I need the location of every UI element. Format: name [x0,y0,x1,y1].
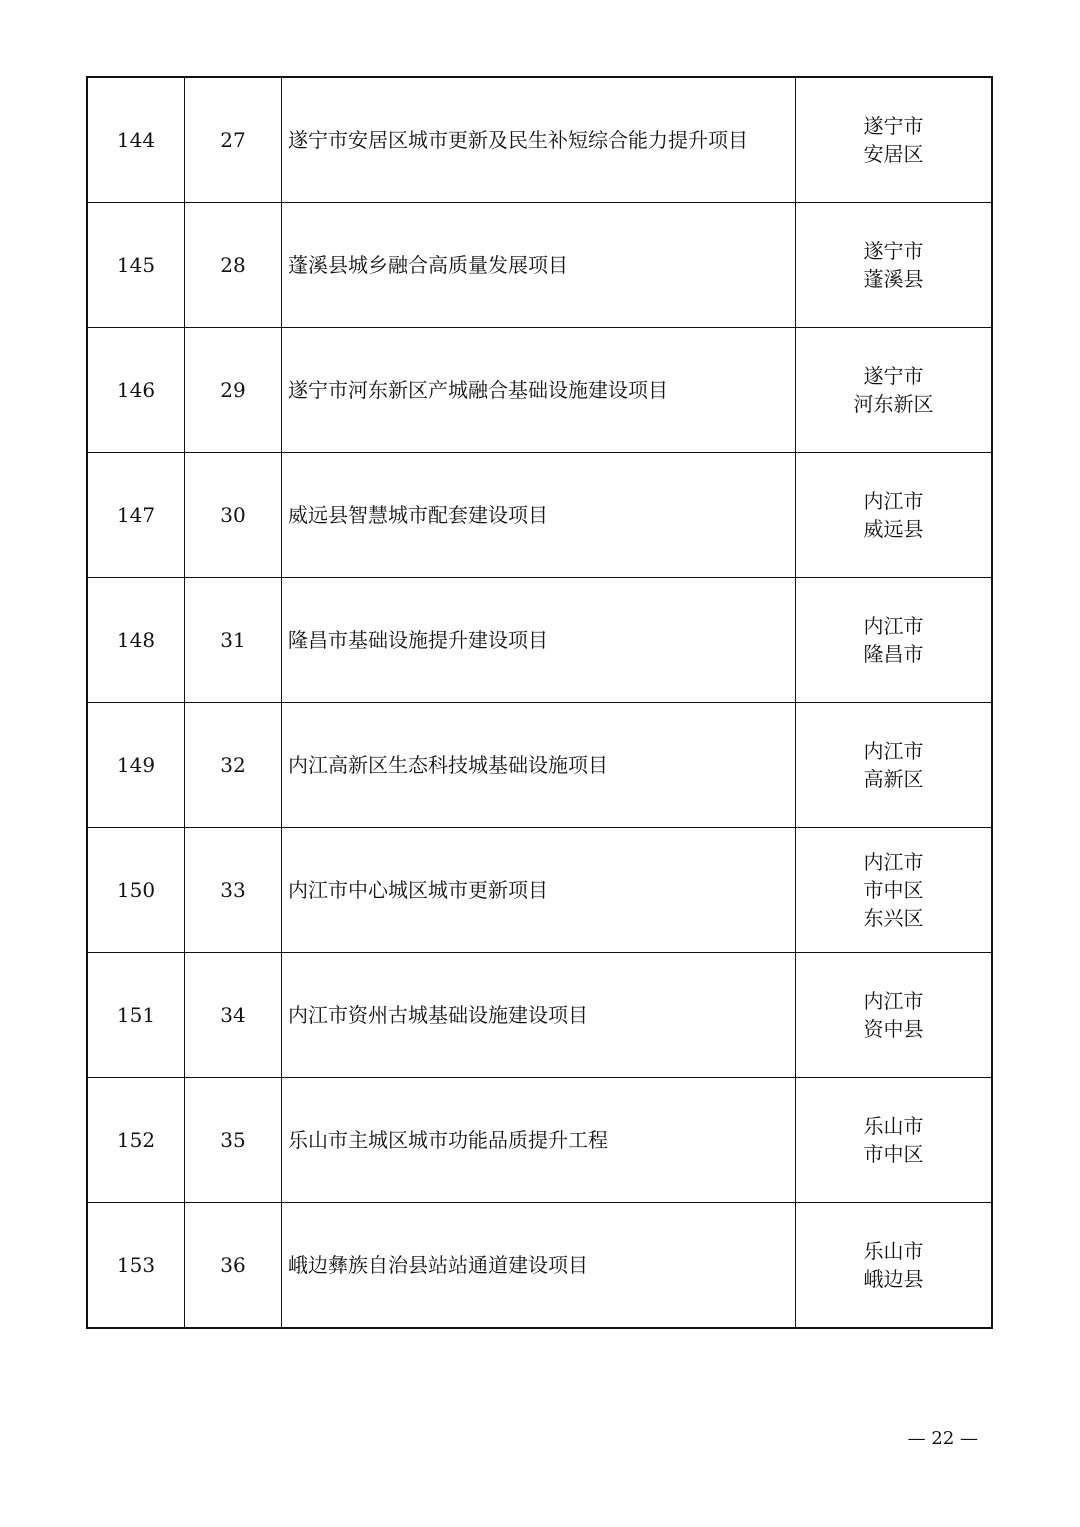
region-line: 市中区 [863,1142,924,1166]
project-name-cell: 内江高新区生态科技城基础设施项目 [282,703,796,828]
table-row [87,828,992,953]
table-row [87,578,992,703]
region-line: 内江市 [863,489,924,513]
region-line: 蓬溪县 [863,267,924,291]
table-row [87,953,992,1078]
project-table [86,76,993,1329]
region-line: 东兴区 [863,906,924,930]
sequence-number-cell: 35 [185,1078,282,1203]
region-line: 市中区 [863,878,924,902]
table-row [87,328,992,453]
table-row [87,1078,992,1203]
region-line: 安居区 [863,142,924,166]
region-line: 隆昌市 [863,642,924,666]
page-number: — 22 — [907,1428,978,1449]
project-name-cell: 蓬溪县城乡融合高质量发展项目 [282,203,796,328]
sequence-number-cell: 31 [185,578,282,703]
region-line: 内江市 [863,739,924,763]
project-name-cell: 隆昌市基础设施提升建设项目 [282,578,796,703]
region-line: 遂宁市 [863,114,924,138]
total-number-cell: 146 [87,328,185,453]
region-cell [796,828,993,953]
region-line: 峨边县 [863,1267,924,1291]
region-line: 遂宁市 [863,239,924,263]
table-row [87,453,992,578]
project-name-cell: 乐山市主城区城市功能品质提升工程 [282,1078,796,1203]
sequence-number-cell: 30 [185,453,282,578]
region-cell [796,328,993,453]
project-name-cell: 峨边彝族自治县站站通道建设项目 [282,1203,796,1329]
table-row [87,1203,992,1329]
region-line: 内江市 [863,989,924,1013]
total-number-cell: 153 [87,1203,185,1329]
total-number-cell: 149 [87,703,185,828]
region-line: 资中县 [863,1017,924,1041]
region-line: 河东新区 [853,392,934,416]
region-line: 高新区 [863,767,924,791]
region-cell [796,203,993,328]
region-line: 遂宁市 [863,364,924,388]
region-cell [796,953,993,1078]
region-cell [796,1078,993,1203]
sequence-number-cell: 27 [185,77,282,203]
total-number-cell: 144 [87,77,185,203]
region-line: 威远县 [863,517,924,541]
region-line: 乐山市 [863,1239,924,1263]
region-cell [796,77,993,203]
total-number-cell: 147 [87,453,185,578]
project-name-cell: 内江市中心城区城市更新项目 [282,828,796,953]
region-cell [796,453,993,578]
sequence-number-cell: 33 [185,828,282,953]
project-name-cell: 内江市资州古城基础设施建设项目 [282,953,796,1078]
project-name-cell: 威远县智慧城市配套建设项目 [282,453,796,578]
sequence-number-cell: 34 [185,953,282,1078]
total-number-cell: 148 [87,578,185,703]
sequence-number-cell: 29 [185,328,282,453]
table-row [87,703,992,828]
total-number-cell: 152 [87,1078,185,1203]
total-number-cell: 151 [87,953,185,1078]
region-line: 内江市 [863,850,924,874]
total-number-cell: 150 [87,828,185,953]
sequence-number-cell: 32 [185,703,282,828]
region-cell [796,578,993,703]
region-cell [796,1203,993,1329]
region-line: 乐山市 [863,1114,924,1138]
total-number-cell: 145 [87,203,185,328]
region-line: 内江市 [863,614,924,638]
table-row [87,77,992,203]
table-row [87,203,992,328]
project-name-cell: 遂宁市安居区城市更新及民生补短综合能力提升项目 [282,77,796,203]
region-cell [796,703,993,828]
table-body [87,77,992,1328]
sequence-number-cell: 28 [185,203,282,328]
sequence-number-cell: 36 [185,1203,282,1329]
project-name-cell: 遂宁市河东新区产城融合基础设施建设项目 [282,328,796,453]
